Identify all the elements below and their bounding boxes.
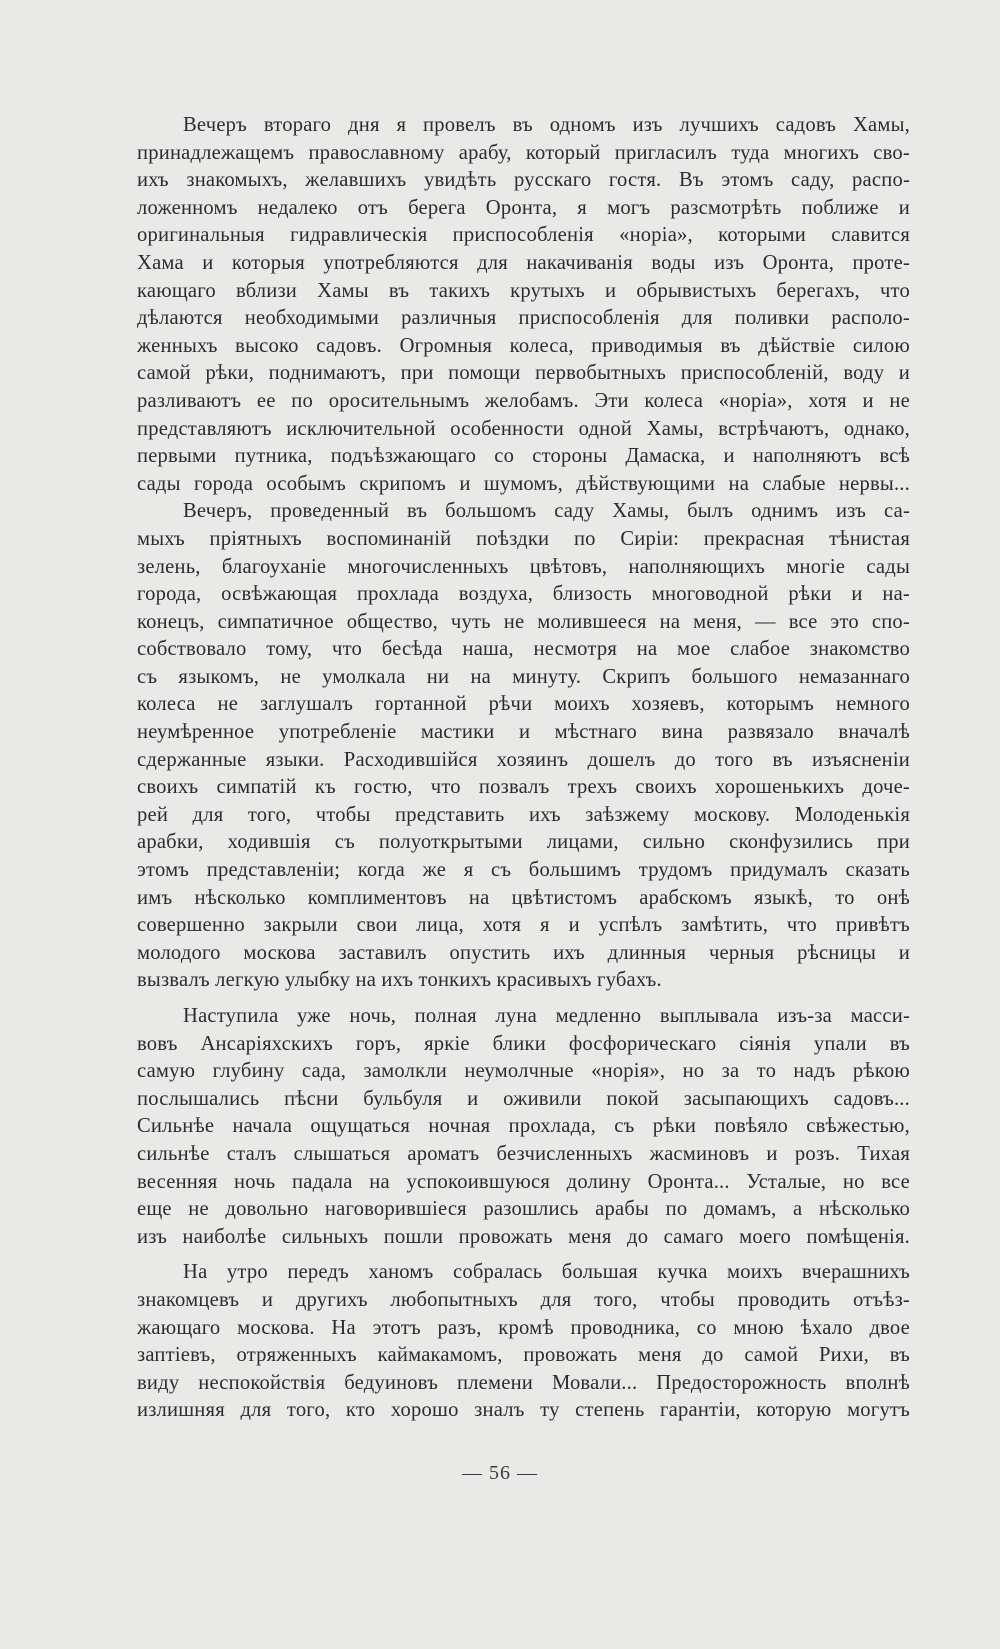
- text-line: этомъ представленіи; когда же я съ большимъ трудомъ придумалъ сказать: [137, 859, 910, 882]
- text-line: вовъ Ансаріяхскихъ горъ, яркіе блики фосфорическаго сіянія упали въ: [137, 1032, 910, 1055]
- text-line: оригинальныя гидравлическія приспособленія «норіа», которыми славится: [137, 224, 910, 247]
- text-line: съ языкомъ, не умолкала ни на минуту. Скрипъ большого немазаннаго: [137, 665, 910, 688]
- text-line: изъ наиболѣе сильныхъ пошли провожать меня до самаго моего помѣщенія.: [137, 1225, 910, 1248]
- paragraph-spacer: [137, 1251, 910, 1259]
- paragraph-spacer: [137, 995, 910, 1003]
- paragraph-3: [137, 1003, 910, 1251]
- text-line: первыми путника, подъѣзжающаго со стороны Дамаска, и наполняютъ всѣ: [137, 445, 910, 468]
- text-line: Сильнѣе начала ощущаться ночная прохлада, съ рѣки повѣяло свѣжестью,: [137, 1115, 910, 1138]
- text-line: зелень, благоуханіе многочисленныхъ цвѣтовъ, наполняющихъ многіе сады: [137, 555, 910, 578]
- text-line: ложенномъ недалеко отъ берега Оронта, я могъ разсмотрѣть поближе и: [137, 196, 910, 219]
- text-line: излишняя для того, кто хорошо зналъ ту степень гарантіи, которую могутъ: [137, 1399, 910, 1422]
- paragraph-4: [137, 1259, 910, 1425]
- text-line: города, освѣжающая прохлада воздуха, близость многоводной рѣки и на-: [137, 583, 910, 606]
- text-line: еще не довольно наговорившіеся разошлись арабы по домамъ, а нѣсколько: [137, 1198, 910, 1221]
- paragraph-2: [137, 498, 910, 995]
- text-line: дѣлаются необходимыми различныя приспособленія для поливки располо-: [137, 307, 910, 330]
- text-line: Хама и которыя употребляются для накачиванія воды изъ Оронта, проте-: [137, 251, 910, 274]
- text-line: знакомцевъ и другихъ любопытныхъ для того, чтобы проводить отъѣз-: [137, 1288, 910, 1311]
- text-line: принадлежащемъ православному арабу, который пригласилъ туда многихъ сво-: [137, 141, 910, 164]
- text-line: разливаютъ ее по оросительнымъ желобамъ. Эти колеса «норіа», хотя и не: [137, 389, 910, 412]
- page-number: — 56 —: [462, 1462, 538, 1484]
- text-line: конецъ, симпатичное общество, чуть не молившееся на меня, — все это спо-: [137, 610, 910, 633]
- text-line: заптіевъ, отряженныхъ каймакамомъ, провожать меня до самой Рихи, въ: [137, 1344, 910, 1367]
- text-line: кающаго вблизи Хамы въ такихъ крутыхъ и обрывистыхъ берегахъ, что: [137, 279, 910, 302]
- text-line: послышались пѣсни бульбуля и оживили покой засыпающихъ садовъ...: [137, 1087, 910, 1110]
- text-line: ихъ знакомыхъ, желавшихъ увидѣть русскаго гостя. Въ этомъ саду, распо-: [137, 169, 910, 192]
- text-line: сдержанные языки. Расходившійся хозяинъ дошелъ до того въ изъясненіи: [137, 748, 910, 771]
- text-line: имъ нѣсколько комплиментовъ на цвѣтистомъ арабскомъ языкѣ, то онѣ: [137, 886, 910, 909]
- text-line: арабки, ходившія съ полуоткрытыми лицами, сильно сконфузились при: [137, 831, 910, 854]
- text-line: вызвалъ легкую улыбку на ихъ тонкихъ красивыхъ губахъ.: [137, 969, 662, 992]
- text-line: представляютъ исключительной особенности одной Хамы, встрѣчаютъ, однако,: [137, 417, 910, 440]
- page-text: [137, 112, 910, 1425]
- text-line: сильнѣе сталъ слышаться ароматъ безчисленныхъ жасминовъ и розъ. Тихая: [137, 1142, 910, 1165]
- text-line: колеса не заглушалъ гортанной рѣчи моихъ хозяевъ, которымъ немного: [137, 693, 910, 716]
- text-line: весенняя ночь падала на успокоившуюся долину Оронта... Усталые, но все: [137, 1170, 910, 1193]
- paragraph-1: [137, 112, 910, 498]
- text-line: своихъ симпатій къ гостю, что позвалъ трехъ своихъ хорошенькихъ доче-: [137, 776, 910, 799]
- text-line: самой рѣки, поднимаютъ, при помощи первобытныхъ приспособленій, воду и: [137, 362, 910, 385]
- text-line: молодого москова заставилъ опустить ихъ длинныя черныя рѣсницы и: [137, 941, 910, 964]
- text-line: неумѣренное употребленіе мастики и мѣстнаго вина развязало вначалѣ: [137, 721, 910, 744]
- text-line: мыхъ пріятныхъ воспоминаній поѣздки по Сиріи: прекрасная тѣнистая: [137, 527, 910, 550]
- text-line: совершенно закрыли свои лица, хотя я и успѣлъ замѣтить, что привѣтъ: [137, 914, 910, 937]
- text-line: самую глубину сада, замолкли неумолчные «норія», но за то надъ рѣкою: [137, 1060, 910, 1083]
- text-line: Вечеръ втораго дня я провелъ въ одномъ изъ лучшихъ садовъ Хамы,: [183, 114, 910, 136]
- text-line: виду неспокойствія бедуиновъ племени Мовали... Предосторожность вполнѣ: [137, 1371, 910, 1394]
- text-line: На утро передъ ханомъ собралась большая кучка моихъ вчерашнихъ: [183, 1261, 910, 1284]
- text-line: жающаго москова. На этотъ разъ, кромѣ проводника, со мною ѣхало двое: [137, 1316, 910, 1339]
- text-line: Наступила уже ночь, полная луна медленно выплывала изъ-за масси-: [183, 1005, 910, 1027]
- text-line: рей для того, чтобы представить ихъ заѣзжему москову. Молоденькія: [137, 803, 910, 826]
- text-line: женныхъ высоко садовъ. Огромныя колеса, приводимыя въ дѣйствіе силою: [137, 334, 910, 357]
- text-line: Вечеръ, проведенный въ большомъ саду Хамы, былъ однимъ изъ са-: [183, 500, 910, 523]
- text-line: собствовало тому, что бесѣда наша, несмотря на мое слабое знакомство: [137, 638, 910, 661]
- text-line: сады города особымъ скрипомъ и шумомъ, дѣйствующими на слабые нервы...: [137, 472, 910, 495]
